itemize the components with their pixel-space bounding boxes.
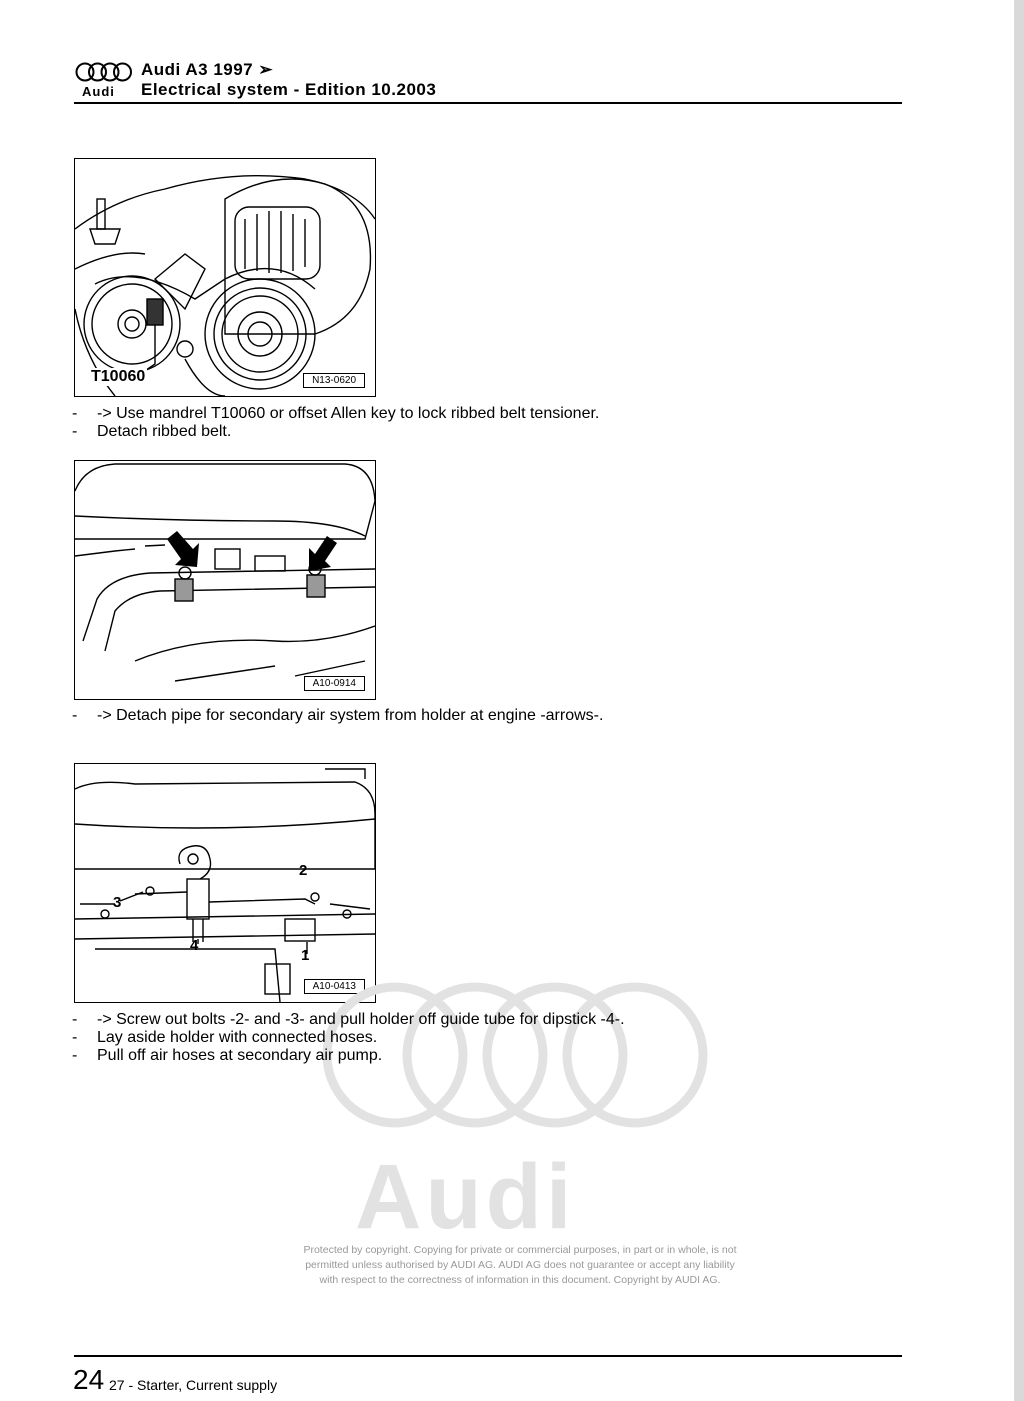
figure-ref-a10-0413: A10-0413 [304,979,365,994]
step-item [72,405,792,423]
steps-group-2 [72,707,792,725]
copyright-line: permitted unless authorised by AUDI AG. AUDI AG does not guarantee or accept any liability [305,1259,735,1271]
page-header [74,58,902,104]
audi-rings-icon [74,61,134,83]
dipstick-holder-illustration [75,764,375,1002]
steps-group-1 [72,405,792,441]
step-text: -> Use mandrel T10060 or offset Allen key to lock ribbed belt tensioner. [97,405,600,422]
step-text: Detach ribbed belt. [97,423,232,440]
copyright-line: with respect to the correctness of information in this document. Copyright by AUDI AG. [319,1274,721,1286]
step-text: Lay aside holder with connected hoses. [97,1029,378,1046]
step-bullet: - [72,405,78,422]
step-bullet: - [72,707,78,724]
step-bullet: - [72,1011,78,1028]
footer-divider [74,1355,902,1357]
step-item [72,707,792,725]
callout-4: 4 [190,937,199,954]
figure-ref-n13-0620: N13-0620 [303,373,365,388]
manual-subtitle: Electrical system - Edition 10.2003 [141,80,437,99]
step-text: Pull off air hoses at secondary air pump. [97,1047,383,1064]
manual-title: Audi A3 1997 ➢ [141,60,274,79]
figure-secondary-air-pipe [74,460,376,700]
figure-belt-tensioner [74,158,376,397]
step-text: -> Screw out bolts -2- and -3- and pull holder off guide tube for dipstick -4-. [97,1011,625,1028]
secondary-air-pipe-illustration [75,461,375,699]
page-number: 24 [73,1364,105,1395]
steps-group-3 [72,1011,792,1065]
step-item [72,1011,792,1029]
belt-tensioner-illustration [75,159,375,396]
step-bullet: - [72,423,78,440]
callout-2: 2 [299,862,308,879]
step-text: -> Detach pipe for secondary air system from holder at engine -arrows-. [97,707,604,724]
callout-3: 3 [113,894,122,911]
figure-dipstick-holder [74,763,376,1003]
callout-1: 1 [301,947,310,964]
step-item [72,1029,792,1047]
step-bullet: - [72,1047,78,1064]
copyright-notice [270,1243,770,1288]
step-item [72,1047,792,1065]
step-bullet: - [72,1029,78,1046]
section-title: 27 - Starter, Current supply [109,1377,278,1393]
page-edge [1014,0,1024,1401]
step-item [72,423,792,441]
copyright-line: Protected by copyright. Copying for private or commercial purposes, in part or in whole, is not [303,1244,737,1256]
audi-watermark-word: Audi [355,1146,576,1248]
tool-label-t10060: T10060 [91,368,146,385]
figure-ref-a10-0914: A10-0914 [304,676,365,691]
brand-wordmark: Audi [82,84,115,99]
